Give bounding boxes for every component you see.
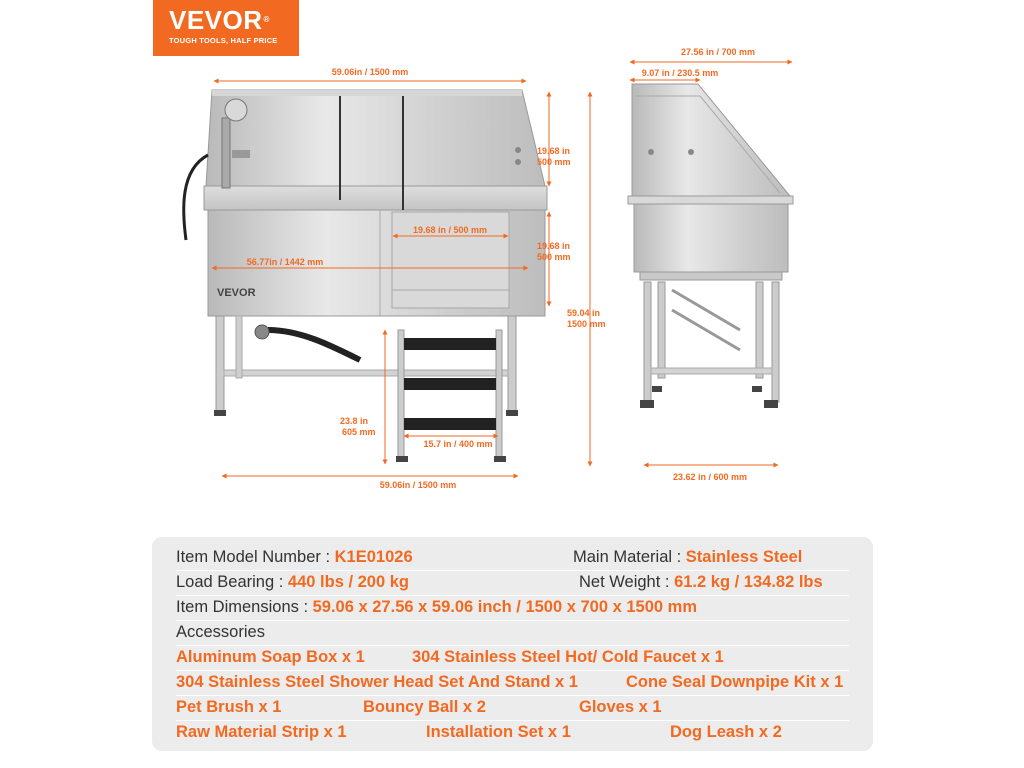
tub-brand-plate: VEVOR — [217, 287, 256, 299]
dim-basin-height-mm: 500 mm — [537, 157, 571, 167]
dim-total-height-in: 59.04 in — [567, 308, 601, 318]
model-label: Item Model Number : — [176, 548, 335, 566]
dim-back-depth: 9.07 in / 230.5 mm — [641, 68, 719, 78]
logo-brand: VEVOR® — [169, 5, 270, 35]
material-label: Main Material : — [573, 548, 686, 566]
dim-step-height-mm: 605 mm — [342, 427, 376, 437]
dim-door-width: 19.68 in / 500 mm — [412, 225, 488, 235]
accessory-item: Raw Material Strip x 1 — [176, 723, 347, 741]
spec-row-model — [176, 545, 849, 571]
dim-base-depth: 23.62 in / 600 mm — [672, 472, 748, 482]
model-value: K1E01026 — [334, 548, 413, 566]
dims-value: 59.06 x 27.56 x 59.06 inch / 1500 x 700 x 1500 mm — [312, 598, 697, 616]
accessory-item: Cone Seal Downpipe Kit x 1 — [626, 673, 844, 691]
accessory-item: 304 Stainless Steel Shower Head Set And Stand x 1 — [176, 673, 578, 691]
dim-total-height-mm: 1500 mm — [567, 319, 606, 329]
weight-value: 61.2 kg / 134.82 lbs — [674, 573, 823, 591]
load-label: Load Bearing : — [176, 573, 288, 591]
accessory-item: Installation Set x 1 — [426, 723, 571, 741]
accessories-label: Accessories — [176, 623, 265, 641]
accessory-item: Aluminum Soap Box x 1 — [176, 648, 365, 666]
dim-base-width: 59.06in / 1500 mm — [379, 480, 457, 490]
dim-top-depth: 27.56 in / 700 mm — [680, 47, 756, 57]
dim-door-height-mm: 500 mm — [537, 252, 571, 262]
dims-label: Item Dimensions : — [176, 598, 313, 616]
front-view-tub — [184, 90, 547, 416]
accessories-row-2 — [176, 670, 849, 696]
spec-row-dimensions — [176, 595, 849, 621]
dim-top-width: 59.06in / 1500 mm — [331, 67, 409, 77]
side-view-tub — [628, 84, 793, 408]
logo-tagline: TOUGH TOOLS, HALF PRICE — [169, 36, 278, 45]
weight-label: Net Weight : — [579, 573, 675, 591]
spec-row-load — [176, 570, 849, 596]
dim-door-height-in: 19.68 in — [537, 241, 571, 251]
accessories-row-4 — [176, 720, 849, 745]
accessories-row-3 — [176, 695, 849, 721]
dim-inner-length: 56.77in / 1442 mm — [246, 257, 324, 267]
dim-step-height-in: 23.8 in — [340, 416, 369, 426]
spec-row-accessories-heading — [176, 620, 849, 646]
accessory-item: Dog Leash x 2 — [670, 723, 782, 741]
load-value: 440 lbs / 200 kg — [287, 573, 409, 591]
accessory-item: Bouncy Ball x 2 — [363, 698, 486, 716]
accessories-row-1 — [176, 645, 849, 671]
dim-step-width: 15.7 in / 400 mm — [423, 439, 493, 449]
material-value: Stainless Steel — [685, 548, 803, 566]
accessory-item: Pet Brush x 1 — [176, 698, 282, 716]
accessory-item: 304 Stainless Steel Hot/ Cold Faucet x 1 — [412, 648, 724, 666]
dim-basin-height-in: 19.68 in — [537, 146, 571, 156]
spec-panel — [152, 537, 873, 751]
accessory-item: Gloves x 1 — [579, 698, 662, 716]
